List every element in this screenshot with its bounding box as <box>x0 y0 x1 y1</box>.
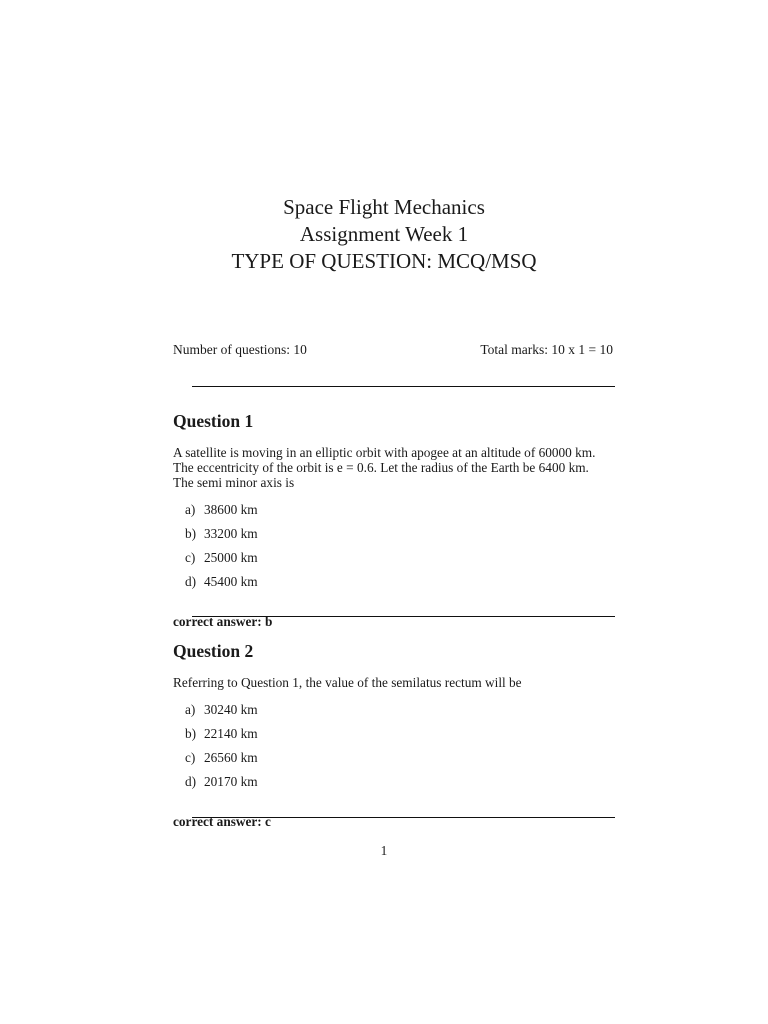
question-heading: Question 2 <box>173 641 254 661</box>
option-text: 20170 km <box>204 774 258 789</box>
option-label: c) <box>185 750 196 765</box>
option-text: 25000 km <box>204 550 258 565</box>
option-text: 26560 km <box>204 750 258 765</box>
question-2 <box>173 640 618 830</box>
question-text-line: Referring to Question 1, the value of the semilatus rectum will be <box>173 675 522 690</box>
total-marks: Total marks: 10 x 1 = 10 <box>480 342 613 357</box>
divider <box>192 386 615 387</box>
option-a <box>173 502 618 526</box>
answer-options <box>173 502 618 598</box>
option-label: c) <box>185 550 196 565</box>
option-c <box>173 750 618 774</box>
option-a <box>173 702 618 726</box>
option-text: 45400 km <box>204 574 258 589</box>
correct-answer: correct answer: b <box>173 614 273 629</box>
option-text: 38600 km <box>204 502 258 517</box>
number-of-questions: Number of questions: 10 <box>173 342 307 357</box>
question-text <box>173 675 618 690</box>
question-type-title: TYPE OF QUESTION: MCQ/MSQ <box>231 249 537 273</box>
assignment-meta <box>173 341 613 359</box>
option-text: 30240 km <box>204 702 258 717</box>
option-b <box>173 526 618 550</box>
option-label: d) <box>185 574 197 589</box>
option-label: b) <box>185 726 197 741</box>
option-text: 22140 km <box>204 726 258 741</box>
question-text-line: The semi minor axis is <box>173 475 295 490</box>
title-block <box>0 194 768 275</box>
question-1 <box>173 410 618 630</box>
question-text-line: The eccentricity of the orbit is e = 0.6. Let the radius of the Earth be 6400 km. <box>173 460 589 475</box>
question-text-line: A satellite is moving in an elliptic orbit with apogee at an altitude of 60000 km. <box>173 445 596 460</box>
course-title: Space Flight Mechanics <box>283 195 485 219</box>
correct-answer: correct answer: c <box>173 814 271 829</box>
option-label: b) <box>185 526 197 541</box>
divider <box>192 817 615 818</box>
option-text: 33200 km <box>204 526 258 541</box>
option-c <box>173 550 618 574</box>
option-label: d) <box>185 774 197 789</box>
question-heading: Question 1 <box>173 411 254 431</box>
option-label: a) <box>185 502 196 517</box>
assignment-title: Assignment Week 1 <box>299 222 469 246</box>
option-label: a) <box>185 702 196 717</box>
option-b <box>173 726 618 750</box>
divider <box>192 616 615 617</box>
question-text <box>173 445 618 490</box>
page-number: 1 <box>380 843 388 858</box>
answer-options <box>173 702 618 798</box>
option-d <box>173 774 618 798</box>
option-d <box>173 574 618 598</box>
